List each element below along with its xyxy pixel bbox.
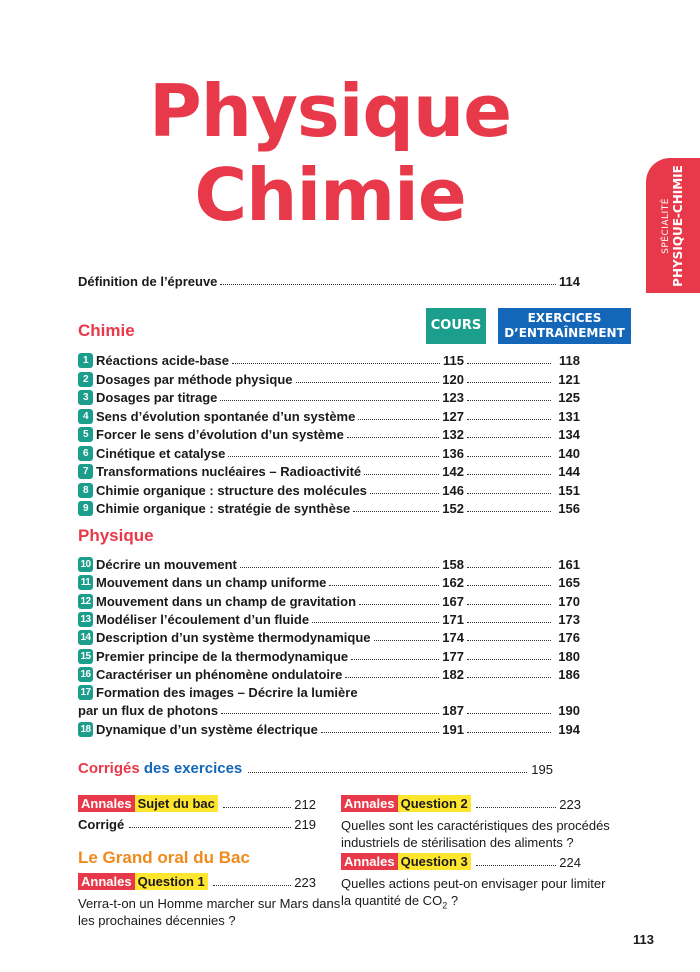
q3-row <box>341 853 581 870</box>
toc-item[interactable] <box>78 406 580 424</box>
cours-page: 187 <box>442 703 464 719</box>
dot-leader <box>467 659 551 660</box>
cours-page: 152 <box>442 501 464 516</box>
dot-leader <box>220 284 556 285</box>
cours-page: 158 <box>442 557 464 572</box>
cours-page: 120 <box>442 371 464 387</box>
exercices-header-line2: D’ENTRAÎNEMENT <box>504 326 625 340</box>
title-line-2: Chimie <box>194 153 466 237</box>
exercices-page: 125 <box>558 390 580 405</box>
chapter-number: 1 <box>78 353 93 368</box>
dot-leader <box>467 363 551 364</box>
toc-item[interactable] <box>78 387 580 405</box>
definition-label: Définition de l’épreuve <box>78 274 218 289</box>
toc-item[interactable] <box>78 554 580 572</box>
cours-page: 123 <box>442 390 464 405</box>
q1-tag: Question 1 <box>135 873 208 890</box>
exercices-header-line1: EXERCICES <box>527 311 602 325</box>
dot-leader <box>248 772 527 773</box>
dot-leader <box>240 567 439 568</box>
toc-item[interactable] <box>78 646 580 664</box>
definition-page: 114 <box>559 274 580 289</box>
dot-leader <box>347 437 440 438</box>
dot-leader <box>321 732 440 733</box>
corriges-subtitle: des exercices <box>143 760 243 777</box>
exercices-page: 156 <box>558 501 580 516</box>
toc-item[interactable] <box>78 424 580 442</box>
toc-item-label: Premier principe de la thermodynamique <box>96 648 349 664</box>
cours-page: 167 <box>442 593 464 609</box>
grand-oral-heading: Le Grand oral du Bac <box>78 848 250 867</box>
dot-leader <box>467 456 551 457</box>
exercices-page: 176 <box>558 630 580 646</box>
sujet-page: 212 <box>294 797 316 812</box>
q1-row <box>78 873 316 890</box>
toc-item-label: Description d’un système thermodynamique <box>96 630 371 646</box>
exercices-page: 140 <box>558 445 580 461</box>
q3-tag: Question 3 <box>398 853 471 870</box>
dot-leader <box>329 585 439 586</box>
dot-leader <box>467 567 551 568</box>
dot-leader <box>467 640 551 641</box>
chapter-number: 12 <box>78 594 93 609</box>
exercices-page: 173 <box>558 611 580 627</box>
dot-leader <box>370 493 439 494</box>
exercices-page: 118 <box>559 353 580 368</box>
exercices-page: 134 <box>558 427 580 442</box>
chapter-number: 3 <box>78 390 93 405</box>
q2-row <box>341 795 581 812</box>
toc-item[interactable] <box>78 700 580 718</box>
toc-item-label: Réactions acide-base <box>96 353 229 368</box>
exercices-page: 131 <box>558 408 580 424</box>
toc-item-label: Mouvement dans un champ de gravitation <box>96 593 357 609</box>
dot-leader <box>467 585 551 586</box>
cours-page: 191 <box>442 721 464 737</box>
exercices-page: 144 <box>558 464 580 479</box>
cours-page: 136 <box>442 445 464 461</box>
toc-item-label: Décrire un mouvement <box>96 557 237 572</box>
side-tab-bottom: PHYSIQUE-CHIMIE <box>671 164 685 287</box>
exercices-page: 170 <box>558 593 580 609</box>
q1-text-line2: les prochaines décennies ? <box>78 913 236 928</box>
cours-page: 142 <box>442 464 464 479</box>
dot-leader <box>213 885 292 886</box>
cours-page: 132 <box>442 427 464 442</box>
exercices-page: 180 <box>558 648 580 664</box>
exercices-page: 186 <box>558 666 580 682</box>
cours-page: 177 <box>442 648 464 664</box>
cours-page: 162 <box>442 575 464 591</box>
annales-sujet-row <box>78 795 316 812</box>
corrige-row <box>78 817 316 832</box>
q2-text <box>341 817 610 851</box>
q2-text-line2: industriels de stérilisation des aliments ? <box>341 835 574 850</box>
chapter-number: 15 <box>78 649 93 664</box>
dot-leader <box>467 493 551 494</box>
dot-leader <box>476 807 557 808</box>
toc-item-line1 <box>78 682 580 700</box>
cours-header: COURS <box>426 308 486 344</box>
toc-item-label: Chimie organique : structure des molécules <box>96 482 367 498</box>
dot-leader <box>467 437 551 438</box>
toc-item-label: Sens d’évolution spontanée d’un système <box>96 408 356 424</box>
title-line-1: Physique <box>148 69 512 153</box>
toc-item[interactable] <box>78 627 580 645</box>
cours-page: 174 <box>442 630 464 646</box>
chapter-number: 18 <box>78 722 93 737</box>
dot-leader <box>467 713 551 714</box>
cours-page: 171 <box>442 611 464 627</box>
toc-item[interactable] <box>78 591 580 609</box>
toc-item-label: Modéliser l’écoulement d’un fluide <box>96 611 310 627</box>
q1-text-line1: Verra-t-on un Homme marcher sur Mars dans <box>78 896 341 911</box>
dot-leader <box>358 419 439 420</box>
chapter-number: 17 <box>78 685 93 700</box>
toc-item[interactable] <box>78 350 580 368</box>
chapter-number: 10 <box>78 557 93 572</box>
dot-leader <box>232 363 440 364</box>
chimie-heading: Chimie <box>78 321 135 340</box>
toc-item[interactable] <box>78 498 580 516</box>
chapter-number: 14 <box>78 630 93 645</box>
toc-item-label: Dosages par titrage <box>96 390 218 405</box>
chapter-number: 16 <box>78 667 93 682</box>
q3-text-sub: 2 <box>442 900 448 911</box>
chapter-number: 13 <box>78 612 93 627</box>
toc-item-label: Caractériser un phénomène ondulatoire <box>96 666 343 682</box>
q1-text <box>78 895 340 929</box>
dot-leader <box>467 511 551 512</box>
toc-item[interactable] <box>78 443 580 461</box>
dot-leader <box>351 659 439 660</box>
toc-item-label: Transformations nucléaires – Radioactivité <box>96 464 362 479</box>
chapter-number: 4 <box>78 409 93 424</box>
dot-leader <box>223 807 291 808</box>
chapter-number: 2 <box>78 372 93 387</box>
corrige-label: Corrigé <box>78 817 125 832</box>
exercices-page: 194 <box>558 721 580 737</box>
dot-leader <box>476 865 557 866</box>
toc-item-label: Mouvement dans un champ uniforme <box>96 575 327 591</box>
page-number: 113 <box>633 932 654 947</box>
exercices-page: 165 <box>558 575 580 591</box>
q1-page: 223 <box>294 875 316 890</box>
dot-leader <box>467 419 551 420</box>
chapter-number: 11 <box>78 575 93 590</box>
dot-leader <box>129 827 291 828</box>
dot-leader <box>467 622 551 623</box>
corriges-page: 195 <box>531 762 553 777</box>
chapter-number: 5 <box>78 427 93 442</box>
dot-leader <box>228 456 439 457</box>
toc-item[interactable] <box>78 480 580 498</box>
exercices-page: 121 <box>558 371 580 387</box>
toc-item[interactable] <box>78 609 580 627</box>
dot-leader <box>359 604 439 605</box>
toc-item-label: Forcer le sens d’évolution d’un système <box>96 427 344 442</box>
cours-page: 127 <box>442 408 464 424</box>
corriges-row <box>78 760 553 777</box>
toc-item-label: par un flux de photons <box>78 703 219 719</box>
toc-item[interactable] <box>78 369 580 387</box>
chapter-number: 8 <box>78 483 93 498</box>
definition-row <box>78 271 580 289</box>
dot-leader <box>353 511 439 512</box>
dot-leader <box>221 713 439 714</box>
physique-heading: Physique <box>78 526 154 545</box>
annales-tag: Annales <box>78 795 135 812</box>
cours-page: 115 <box>443 353 464 368</box>
dot-leader <box>220 400 439 401</box>
exercices-page: 190 <box>558 703 580 719</box>
chapter-number: 6 <box>78 446 93 461</box>
dot-leader <box>467 732 551 733</box>
corriges-title: Corrigés <box>78 760 140 777</box>
q3-text-line2 <box>341 892 605 915</box>
q3-text-end: ? <box>447 893 459 908</box>
dot-leader <box>467 604 551 605</box>
dot-leader <box>467 400 551 401</box>
dot-leader <box>467 382 551 383</box>
toc-item-label: Cinétique et catalyse <box>96 445 226 461</box>
chapter-number: 7 <box>78 464 93 479</box>
toc-item-label: Dynamique d’un système électrique <box>96 721 318 737</box>
toc-item[interactable] <box>78 572 580 590</box>
toc-item-label: Dosages par méthode physique <box>96 371 293 387</box>
sujet-tag: Sujet du bac <box>135 795 218 812</box>
toc-item[interactable] <box>78 664 580 682</box>
q3-text <box>341 875 605 915</box>
q3-text-line1: Quelles actions peut-on envisager pour limiter <box>341 876 606 891</box>
q3-page: 224 <box>559 855 581 870</box>
q3-text-co: la quantité de CO <box>341 893 443 908</box>
annales-tag: Annales <box>341 795 398 812</box>
q2-page: 223 <box>559 797 581 812</box>
dot-leader <box>467 474 551 475</box>
exercices-page: 151 <box>558 482 580 498</box>
dot-leader <box>345 677 439 678</box>
exercices-header <box>498 308 631 344</box>
dot-leader <box>364 474 439 475</box>
annales-tag: Annales <box>341 853 398 870</box>
toc-item-label: Formation des images – Décrire la lumière <box>96 685 358 701</box>
dot-leader <box>296 382 440 383</box>
toc-item[interactable] <box>78 719 580 737</box>
toc-item-label: Chimie organique : stratégie de synthèse <box>96 501 351 516</box>
side-tab-top: SPÉCIALITÉ <box>661 197 671 254</box>
side-tab <box>646 158 700 293</box>
q2-text-line1: Quelles sont les caractéristiques des procédés <box>341 818 610 833</box>
dot-leader <box>312 622 439 623</box>
annales-tag: Annales <box>78 873 135 890</box>
q2-tag: Question 2 <box>398 795 471 812</box>
exercices-page: 161 <box>558 557 580 572</box>
cours-page: 146 <box>442 482 464 498</box>
chapter-number: 9 <box>78 501 93 516</box>
toc-item[interactable] <box>78 461 580 479</box>
corrige-page: 219 <box>294 817 316 832</box>
dot-leader <box>467 677 551 678</box>
cours-page: 182 <box>442 666 464 682</box>
dot-leader <box>374 640 440 641</box>
